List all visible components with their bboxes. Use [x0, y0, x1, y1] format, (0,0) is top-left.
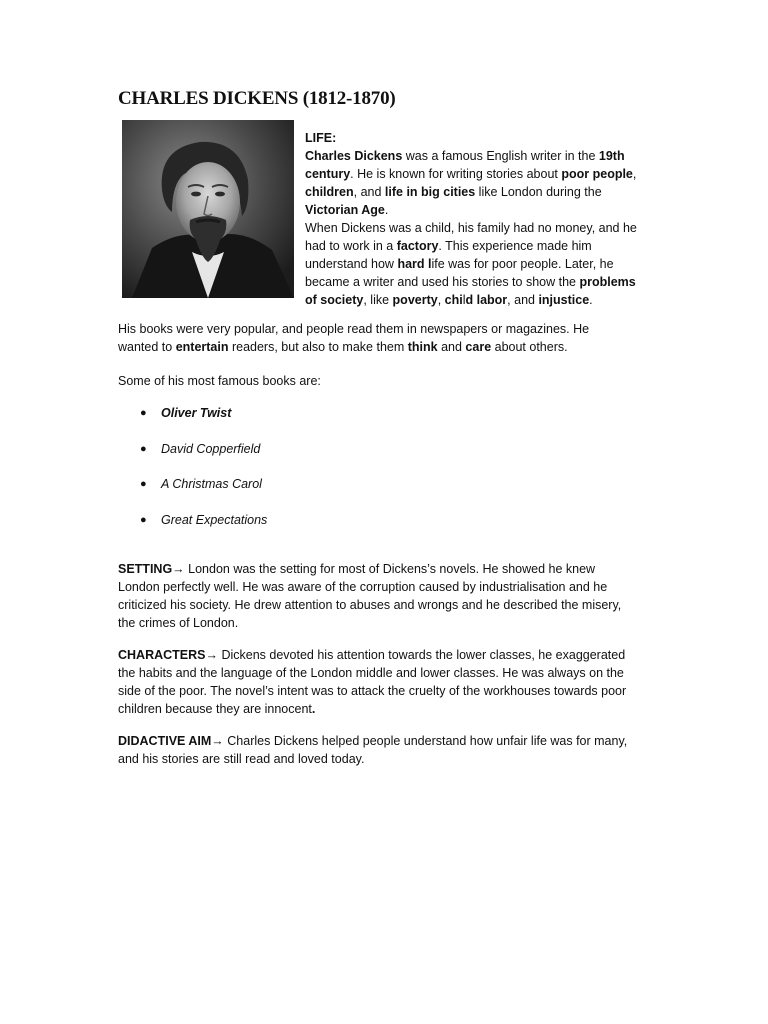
text-run: wanted to — [118, 340, 176, 354]
text-line — [118, 338, 658, 356]
text-run: like London during the — [475, 185, 602, 199]
books-list — [140, 404, 267, 546]
text-run: readers, but also to make them — [228, 340, 408, 354]
text-run: the crimes of London. — [118, 616, 239, 630]
bold-text-run: Charles Dickens — [305, 149, 403, 163]
text-run: Dickens devoted his attention towards the lower classes, he exaggerated — [218, 648, 626, 662]
book-title: Oliver Twist — [161, 406, 232, 420]
bold-text-run: 19th — [598, 149, 625, 163]
text-line — [305, 273, 655, 291]
text-run: ife was for poor people. Later, he — [431, 257, 614, 271]
text-line — [118, 560, 658, 578]
text-run: . This experience made him — [438, 239, 592, 253]
book-title: David Copperfield — [161, 441, 261, 456]
bold-text-run: chi — [444, 293, 463, 307]
text-run: , and — [353, 185, 385, 199]
books-intro: Some of his most famous books are: — [118, 374, 321, 388]
life-text — [305, 147, 655, 309]
book-list-item — [140, 511, 267, 547]
text-run: . — [589, 293, 593, 307]
text-run: London was the setting for most of Dickens’s novels. He showed he knew — [184, 562, 596, 576]
bold-text-run: care — [465, 340, 492, 354]
text-line — [305, 183, 655, 201]
text-run: When Dickens was a child, his family had no money, and he — [305, 221, 637, 235]
text-run: His books were very popular, and people read them in newspapers or magazines. He — [118, 322, 590, 336]
text-run: London perfectly well. He was aware of the corruption caused by industrialisation and he — [118, 580, 608, 594]
text-line — [118, 320, 658, 338]
text-line — [305, 147, 655, 165]
text-run: , — [437, 293, 445, 307]
bold-text-run: century — [305, 167, 351, 181]
bullet-icon: ● — [140, 513, 147, 526]
life-heading: LIFE: — [305, 131, 337, 145]
text-run: Charles Dickens helped people understand how unfair life was for many, — [223, 734, 628, 748]
bold-text-run: problems — [579, 275, 636, 289]
text-line — [118, 750, 658, 768]
text-line — [118, 646, 658, 664]
bold-text-run: DIDACTIVE AIM→ — [118, 734, 224, 748]
text-run: children because they are innocent — [118, 702, 312, 716]
life-section — [305, 129, 655, 309]
setting-paragraph — [118, 560, 658, 632]
portrait-image — [122, 120, 294, 298]
text-line — [305, 291, 655, 309]
bold-text-run: think — [407, 340, 438, 354]
bold-text-run: hard l — [397, 257, 432, 271]
text-run: about others. — [491, 340, 568, 354]
text-line — [305, 165, 655, 183]
text-run: , and — [507, 293, 539, 307]
book-title: Great Expectations — [161, 512, 268, 527]
text-line — [305, 219, 655, 237]
bullet-icon: ● — [140, 407, 147, 419]
text-run: became a writer and used his stories to show the — [305, 275, 580, 289]
text-run: . — [384, 203, 389, 217]
bold-text-run: poverty — [392, 293, 438, 307]
text-run: , — [632, 167, 637, 181]
text-run: understand how — [305, 257, 398, 271]
bold-text-run: poor people — [561, 167, 633, 181]
bold-text-run: children — [305, 185, 354, 199]
bold-text-run: Victorian Age — [305, 203, 385, 217]
bold-text-run: . — [311, 702, 316, 716]
text-line — [118, 732, 658, 750]
page-title: CHARLES DICKENS (1812-1870) — [118, 88, 396, 109]
bold-text-run: of society — [305, 293, 364, 307]
didactic-aim-paragraph — [118, 732, 658, 768]
bold-text-run: injustice — [538, 293, 590, 307]
bold-text-run: SETTING→ — [118, 562, 185, 576]
book-list-item — [140, 440, 267, 476]
text-run: l — [462, 293, 466, 307]
bold-text-run: entertain — [175, 340, 229, 354]
text-run: . He is known for writing stories about — [350, 167, 562, 181]
text-run: side of the poor. The novel’s intent was to attack the cruelty of the workhouses towards poor — [118, 684, 627, 698]
text-line — [118, 682, 658, 700]
bullet-icon: ● — [140, 478, 147, 490]
text-run: , like — [363, 293, 393, 307]
text-run: and — [437, 340, 466, 354]
bold-text-run: life in big cities — [384, 185, 476, 199]
bold-text-run: CHARACTERS→ — [118, 648, 218, 662]
text-line — [305, 201, 655, 219]
bold-text-run: factory — [396, 239, 439, 253]
book-list-item — [140, 475, 267, 511]
book-title: A Christmas Carol — [161, 477, 262, 491]
popularity-paragraph — [118, 320, 658, 356]
text-line — [118, 700, 658, 718]
text-run: and his stories are still read and loved today. — [118, 752, 365, 766]
characters-paragraph — [118, 646, 658, 718]
text-line — [118, 596, 658, 614]
bullet-icon: ● — [140, 442, 147, 455]
text-line — [118, 578, 658, 596]
text-run: had to work in a — [305, 239, 397, 253]
text-line — [305, 237, 655, 255]
text-run: the habits and the language of the London middle and lower classes. He was always on the — [118, 666, 624, 680]
text-run: criticized his society. He drew attention to abuses and wrongs and he described the misery, — [118, 598, 622, 612]
bold-text-run: d labor — [465, 293, 508, 307]
text-line — [118, 614, 658, 632]
text-line — [118, 664, 658, 682]
text-line — [305, 255, 655, 273]
book-list-item — [140, 404, 267, 440]
text-run: was a famous English writer in the — [402, 149, 599, 163]
